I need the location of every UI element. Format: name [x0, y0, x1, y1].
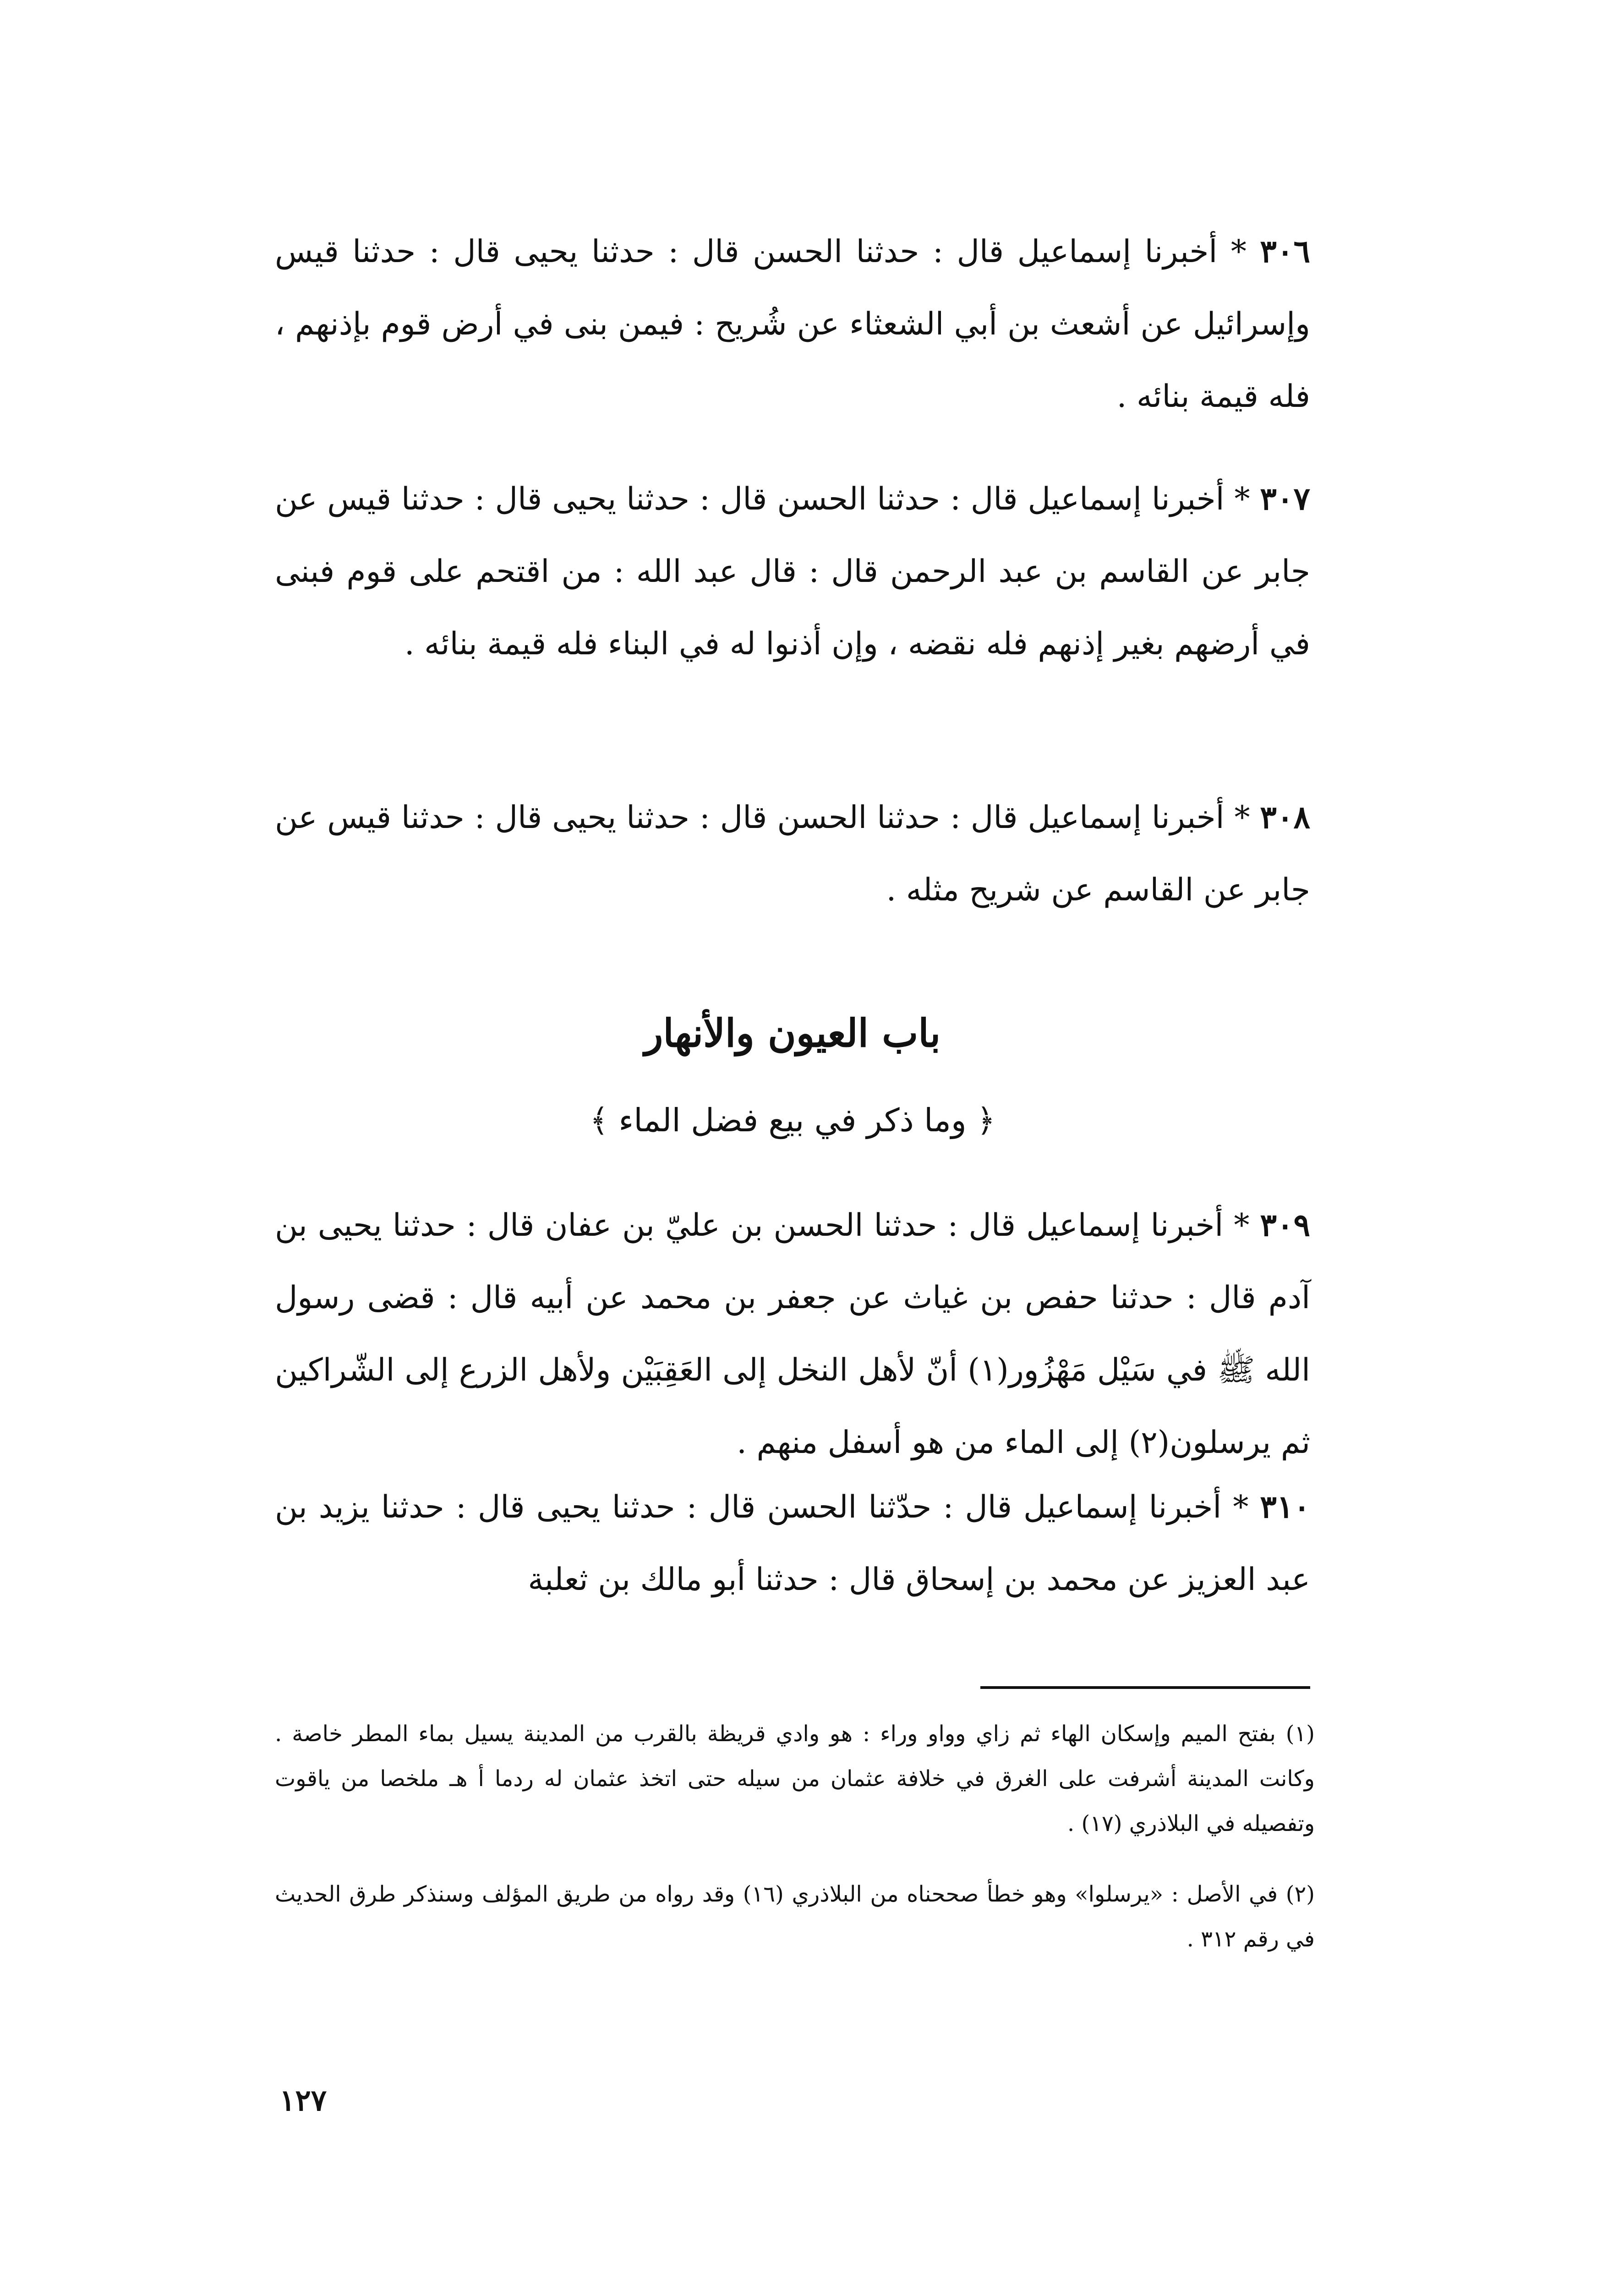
section-title: باب العيون والأنهار	[644, 1010, 941, 1056]
hadith-number: ٣٠٩	[1260, 1207, 1311, 1244]
page-number: ١٢٧	[279, 2083, 327, 2118]
hadith-number: ٣١٠	[1260, 1489, 1310, 1525]
section-subtitle: ﴿ وما ذكر في بيع فضل الماء ﴾	[590, 1102, 995, 1139]
hadith-text: * أخبرنا إسماعيل قال : حدثنا الحسن قال : حدثنا يحيى قال : حدثنا قيس عن جابر عن القاسم بن عبد الرحمن قال : قال عبد الله : من اقتحم على قوم فبنى في أرضهم بغير إذنهم فله نقضه ، وإن أذنوا له في البناء فله قيمة بنائه .	[275, 481, 1310, 662]
hadith-paragraph-306	[275, 215, 1310, 433]
hadith-number: ٣٠٧	[1260, 481, 1310, 517]
footnote-1: (١) بفتح الميم وإسكان الهاء ثم زاي وواو وراء : هو وادي قريظة بالقرب من المدينة يسيل بماء المطر خاصة . وكانت المدينة أشرفت على الغرق في خلافة عثمان من سيله حتى اتخذ عثمان له ردما أ هـ ملخصا من ياقوت وتفصيله في البلاذري (١٧) .	[275, 1721, 1315, 1836]
hadith-paragraph-307	[275, 463, 1310, 680]
hadith-paragraph-310	[275, 1471, 1310, 1616]
footnote-2: (٢) في الأصل : «يرسلوا» وهو خطأ صححناه من البلاذري (١٦) وقد رواه من طريق المؤلف وسنذكر طرق الحديث في رقم ٣١٢ .	[275, 1881, 1315, 1952]
hadith-text: * أخبرنا إسماعيل قال : حدثنا الحسن قال : حدثنا يحيى قال : حدثنا قيس وإسرائيل عن أشعث بن أبي الشعثاء عن شُريح : فيمن بنى في أرض قوم بإذنهم ، فله قيمة بنائه .	[275, 234, 1310, 415]
hadith-text: * أخبرنا إسماعيل قال : حدثنا الحسن بن عليّ بن عفان قال : حدثنا يحيى بن آدم قال : حدثنا حفص بن غياث عن جعفر بن محمد عن أبيه قال : قضى رسول الله ﷺ في سَيْل مَهْزُور(١) أنّ لأهل النخل إلى العَقِبَيْن ولأهل الزرع إلى الشّراكين ثم يرسلون(٢) إلى الماء من هو أسفل منهم .	[275, 1207, 1310, 1461]
hadith-paragraph-309	[275, 1189, 1310, 1479]
footnote-separator	[980, 1686, 1310, 1689]
hadith-number: ٣٠٨	[1260, 799, 1310, 836]
hadith-text: * أخبرنا إسماعيل قال : حدثنا الحسن قال : حدثنا يحيى قال : حدثنا قيس عن جابر عن القاسم عن شريح مثله .	[275, 800, 1310, 908]
hadith-paragraph-308	[275, 781, 1310, 926]
hadith-number: ٣٠٦	[1260, 233, 1310, 270]
hadith-text: * أخبرنا إسماعيل قال : حدّثنا الحسن قال : حدثنا يحيى قال : حدثنا يزيد بن عبد العزيز عن محمد بن إسحاق قال : حدثنا أبو مالك بن ثعلبة	[275, 1489, 1310, 1598]
